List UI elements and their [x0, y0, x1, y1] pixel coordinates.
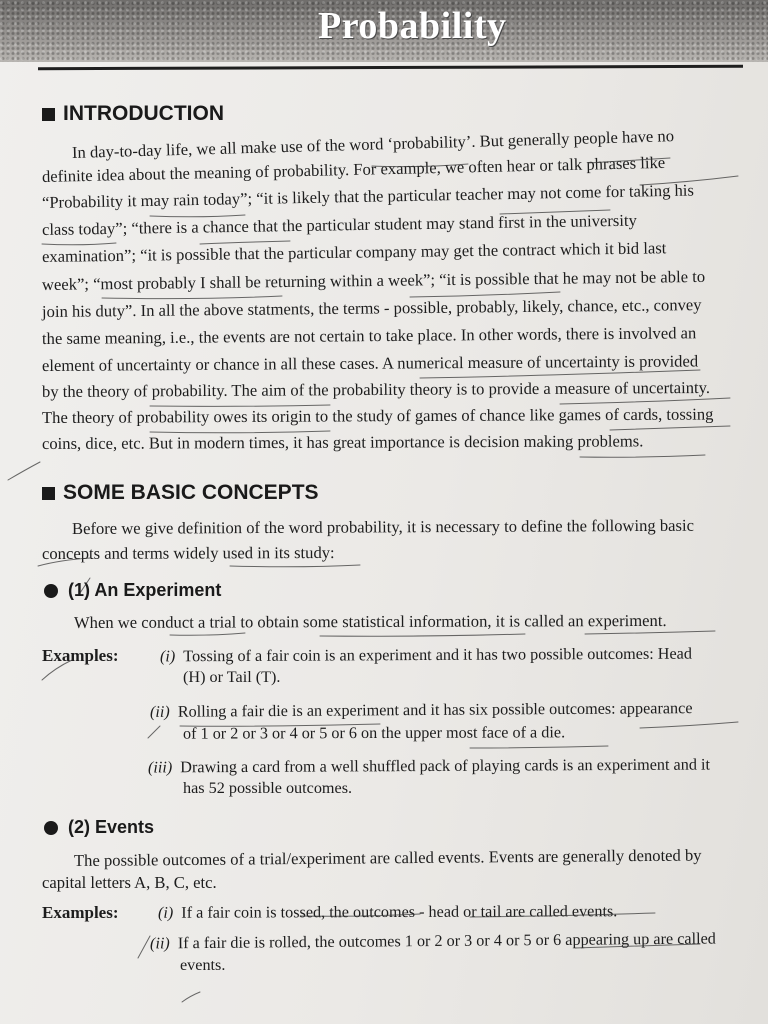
square-bullet-icon — [42, 487, 55, 500]
basic-line: Before we give definition of the word probability, it is necessary to define the following basic — [71, 515, 694, 538]
events-line: capital letters A, B, C, etc. — [42, 873, 217, 892]
basic-heading — [42, 481, 319, 505]
underline-mark — [230, 565, 360, 567]
underline-mark — [580, 455, 705, 457]
example-number: (i) — [157, 903, 174, 922]
experiment-example — [160, 645, 692, 667]
example-text: Tossing of a fair coin is an experiment and it has two possible outcomes: Head — [183, 644, 692, 666]
intro-heading — [42, 102, 224, 126]
intro-line: element of uncertainty or chance in all these cases. A numerical measure of uncertainty is provided — [41, 351, 699, 375]
pencil-tick — [182, 992, 200, 1002]
intro-line: week”; “most probably I shall be returning within a week”; “it is possible that he may not be able to — [41, 266, 706, 294]
experiment-example-cont: (H) or Tail (T). — [183, 668, 281, 686]
chapter-banner — [0, 0, 768, 62]
intro-line: definite idea about the meaning of probability. For example, we often hear or talk phrases like — [41, 152, 666, 186]
experiment-examples-label: Examples: — [42, 646, 119, 665]
example-number: (iii) — [147, 758, 173, 777]
round-bullet-icon — [44, 821, 58, 835]
intro-line: In day-to-day life, we all make use of the word ‘probability’. But generally people have no — [71, 126, 675, 162]
example-text: If a fair coin is tossed, the outcomes - head or tail are called events. — [181, 902, 618, 922]
intro-line: class today”; “there is a chance that the particular student may stand first in the university — [41, 210, 637, 239]
chapter-title: Probability — [318, 5, 507, 47]
title-rule — [38, 65, 743, 70]
underline-mark — [640, 722, 738, 728]
events-example — [158, 902, 617, 923]
events-heading — [44, 817, 154, 838]
round-bullet-icon — [44, 584, 58, 598]
experiment-example — [148, 756, 710, 778]
intro-line: “Probability it may rain today”; “it is likely that the particular teacher may not come for taking his — [41, 180, 695, 212]
pencil-tick — [138, 936, 150, 958]
example-number: (i) — [159, 647, 176, 666]
intro-line: examination”; “it is possible that the particular company may get the contract which it bid last — [41, 238, 667, 266]
events-heading-text: (2) Events — [68, 817, 155, 837]
events-example-cont: events. — [180, 956, 226, 974]
intro-line: The theory of probability owes its origin to the study of games of chance like games of cards, tossing — [41, 404, 714, 427]
experiment-definition: When we conduct a trial to obtain some statistical information, it is called an experiment. — [73, 610, 667, 632]
experiment-heading — [44, 580, 221, 601]
intro-line: join his duty”. In all the above statments, the terms - possible, probably, likely, chance, etc., convey — [41, 295, 702, 321]
square-bullet-icon — [42, 108, 55, 121]
intro-line: by the theory of probability. The aim of the probability theory is to provide a measure of uncertainty. — [41, 377, 711, 401]
experiment-example — [150, 699, 693, 722]
intro-line: the same meaning, i.e., the events are not certain to take place. In other words, there is involved an — [41, 323, 697, 348]
example-text: Drawing a card from a well shuffled pack of playing cards is an experiment and it — [180, 755, 710, 777]
events-examples-label: Examples: — [42, 903, 119, 922]
events-example — [150, 930, 716, 954]
example-number: (ii) — [149, 934, 170, 953]
example-number: (ii) — [149, 702, 170, 721]
experiment-example-cont: of 1 or 2 or 3 or 4 or 5 or 6 on the upper most face of a die. — [182, 723, 566, 743]
basic-line: concepts and terms widely used in its study: — [41, 542, 335, 563]
example-text: If a fair die is rolled, the outcomes 1 or 2 or 3 or 4 or 5 or 6 appearing up are called — [177, 929, 716, 953]
underline-mark — [470, 746, 608, 748]
experiment-example-cont: has 52 possible outcomes. — [183, 779, 353, 797]
pencil-tick — [8, 462, 40, 480]
pencil-tick — [148, 726, 160, 738]
underline-mark — [320, 634, 525, 636]
example-text: Rolling a fair die is an experiment and it has six possible outcomes: appearance — [177, 699, 693, 721]
basic-heading-text: SOME BASIC CONCEPTS — [63, 481, 319, 504]
intro-heading-text: INTRODUCTION — [63, 102, 224, 125]
experiment-heading-text: (1) An Experiment — [68, 580, 222, 600]
events-line: The possible outcomes of a trial/experiment are called events. Events are generally denoted by — [73, 845, 702, 870]
intro-line: coins, dice, etc. But in modern times, it has great importance is decision making problems. — [41, 431, 644, 453]
